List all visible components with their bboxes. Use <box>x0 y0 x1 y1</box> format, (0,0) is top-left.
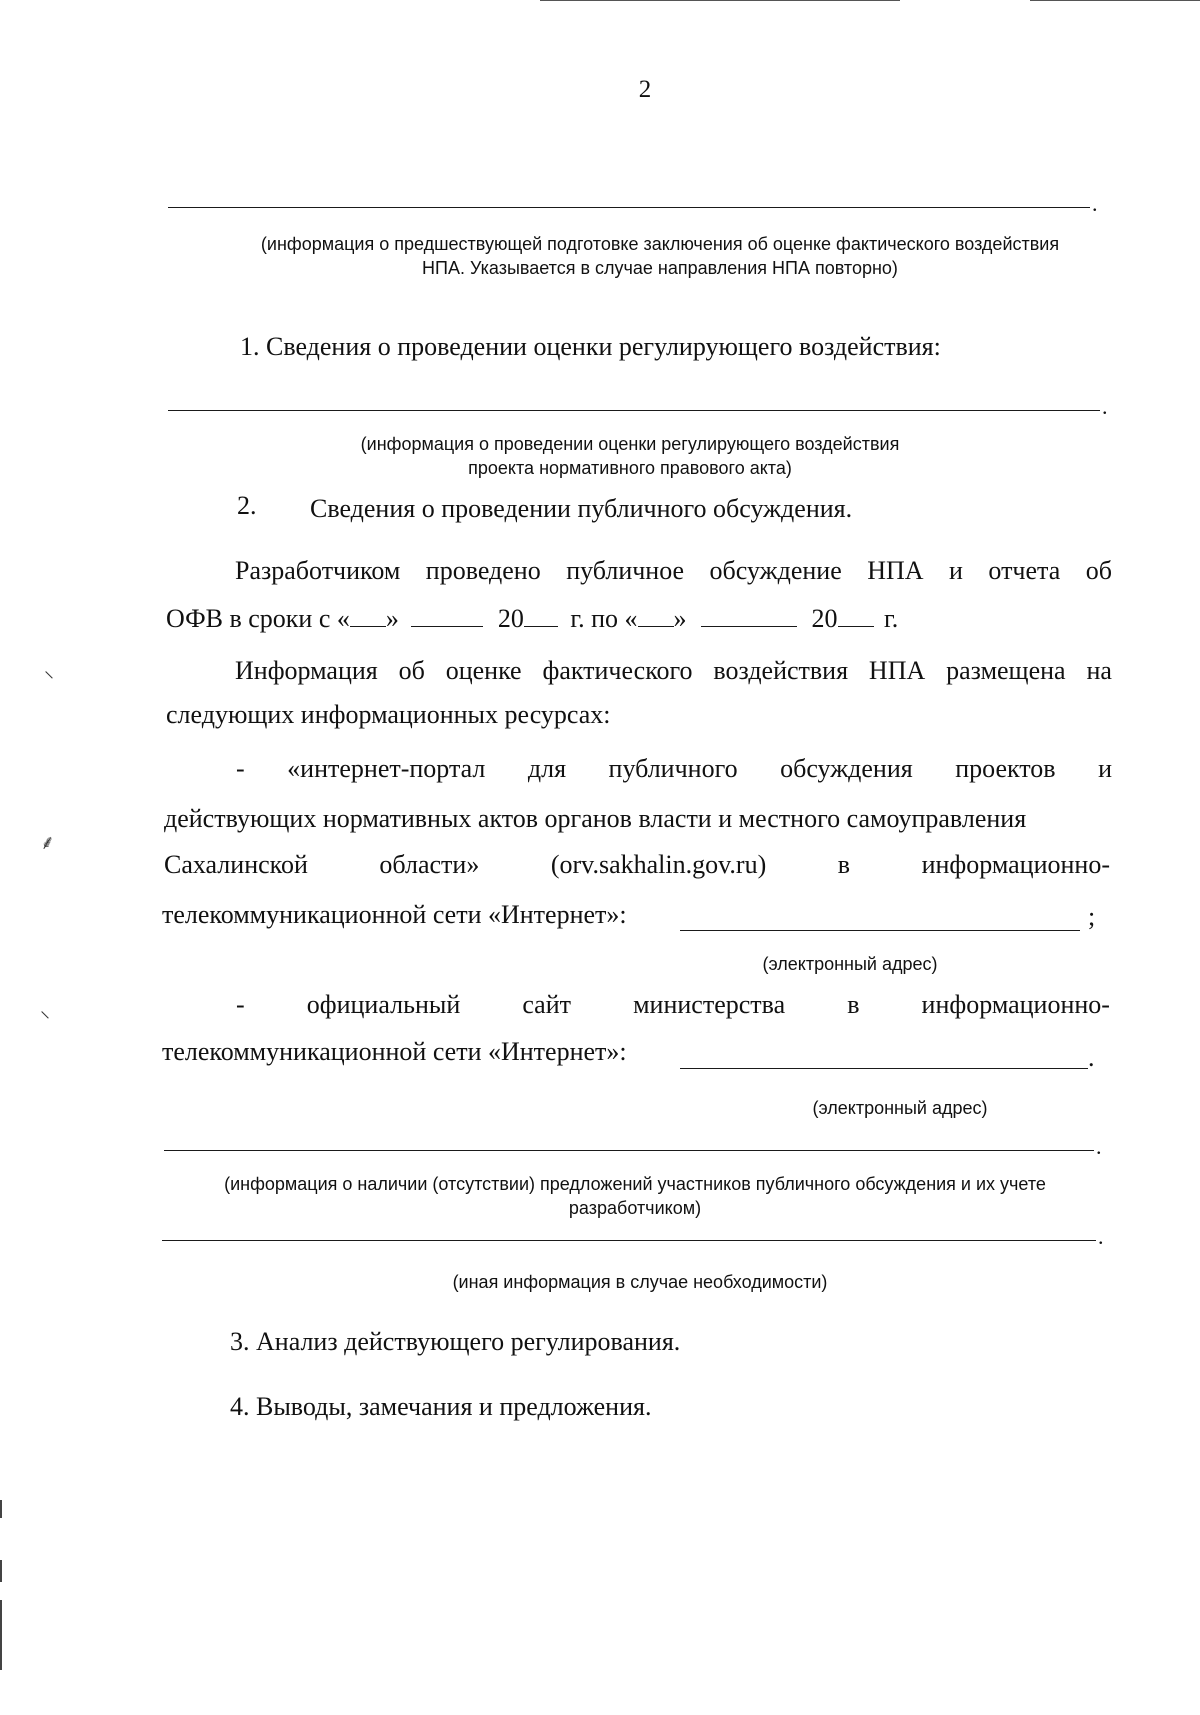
page-number: 2 <box>638 76 652 103</box>
word: фактического <box>542 656 693 685</box>
fill-line <box>168 410 1100 411</box>
paragraph-resources <box>235 656 1112 686</box>
resources-line-2: следующих информационных ресурсах: <box>166 700 611 729</box>
close-quote: » <box>673 604 687 633</box>
caption-line: разработчиком) <box>568 1198 702 1218</box>
word: публичное <box>566 556 685 585</box>
day-blank-2 <box>638 606 674 627</box>
word: обсуждения <box>780 754 913 783</box>
section-4-heading: 4. Выводы, замечания и предложения. <box>230 1392 652 1421</box>
dates-prefix: ОФВ в сроки с « <box>166 604 350 633</box>
scan-mark: ⸜ <box>40 1000 50 1022</box>
caption-line: (информация о наличии (отсутствии) предложений участников публичного обсуждения и их учете <box>224 1174 1046 1194</box>
word: официальный <box>306 990 461 1019</box>
year-blank-1 <box>524 606 558 627</box>
month-blank-2 <box>701 606 797 627</box>
caption-address-portal: (электронный адрес) <box>762 954 938 974</box>
word: Информация <box>235 656 378 685</box>
scan-artifact-top-line <box>540 0 900 1</box>
period-mark: . <box>1098 1224 1104 1249</box>
word: для <box>527 754 567 783</box>
word: информационно- <box>921 990 1110 1019</box>
close-quote: » <box>385 604 399 633</box>
period-mark: . <box>1102 394 1108 419</box>
word: размещена <box>946 656 1066 685</box>
section-3-heading: 3. Анализ действующего регулирования. <box>230 1327 681 1356</box>
caption-other-info: (иная информация в случае необходимости) <box>452 1272 828 1292</box>
word: НПА <box>868 656 926 685</box>
word: в <box>837 850 851 879</box>
caption-proposals <box>150 1172 1120 1220</box>
dates-suffix: г. <box>884 604 899 633</box>
scan-mark: ⸙ <box>40 832 55 854</box>
word: об <box>398 656 425 685</box>
word: Сахалинской <box>164 850 308 879</box>
caption-line: НПА. Указывается в случае направления НПА повторно) <box>422 258 898 278</box>
list-item-portal-line-1 <box>236 754 1112 784</box>
word: сайт <box>522 990 572 1019</box>
word: в <box>847 990 860 1019</box>
caption-address-ministry: (электронный адрес) <box>812 1098 988 1118</box>
semicolon-mark: ; <box>1088 902 1096 931</box>
word: информационно- <box>921 850 1110 879</box>
scan-edge-mark <box>0 1600 2 1670</box>
word: обсуждение <box>709 556 842 585</box>
list-item-portal-line-3 <box>164 850 1110 880</box>
list-item-ministry-line-2: телекоммуникационной сети «Интернет»: <box>162 1037 627 1066</box>
word: об <box>1085 556 1112 585</box>
period-mark: . <box>1096 1134 1102 1159</box>
dates-mid: г. по « <box>570 604 638 633</box>
scan-edge-mark <box>0 1560 2 1582</box>
section-2-number: 2. <box>237 491 257 520</box>
year-prefix: 20 <box>497 604 524 633</box>
fill-line <box>162 1240 1096 1241</box>
list-item-portal-line-4: телекоммуникационной сети «Интернет»: <box>162 900 627 929</box>
word: «интернет-портал <box>287 754 486 783</box>
caption-previous-assessment <box>180 232 1140 280</box>
word: проведено <box>425 556 541 585</box>
period-mark: . <box>1088 1043 1095 1072</box>
caption-line: (информация о предшествующей подготовке заключения об оценке фактического воздействия <box>260 234 1060 254</box>
word: и <box>1098 754 1112 783</box>
day-blank-1 <box>350 606 386 627</box>
word: Разработчиком <box>235 556 401 585</box>
word: и <box>949 556 963 585</box>
word: оценке <box>445 656 522 685</box>
word: на <box>1086 656 1112 685</box>
fill-line <box>164 1150 1094 1151</box>
list-dash: - <box>236 990 245 1019</box>
scan-mark: ⸜ <box>44 660 54 682</box>
word: воздействия <box>713 656 849 685</box>
discussion-dates-line <box>166 602 898 636</box>
caption-line: (информация о проведении оценки регулирующего воздействия <box>360 434 900 454</box>
year-prefix: 20 <box>811 604 838 633</box>
list-item-portal-line-2: действующих нормативных актов органов власти и местного самоуправления <box>164 804 1027 833</box>
section-1-heading: 1. Сведения о проведении оценки регулирующего воздействия: <box>240 332 941 361</box>
list-dash: - <box>236 754 245 783</box>
word: публичного <box>608 754 738 783</box>
scan-artifact-top-line-right <box>1030 0 1200 1</box>
paragraph-discussion <box>235 556 1112 586</box>
caption-line: проекта нормативного правового акта) <box>468 458 792 478</box>
section-2-heading: Сведения о проведении публичного обсуждения. <box>310 494 853 523</box>
caption-ria-info <box>260 432 1000 480</box>
word: области» <box>379 850 480 879</box>
address-fill-line <box>680 1068 1088 1069</box>
year-blank-2 <box>838 606 874 627</box>
period-mark: . <box>1092 191 1098 216</box>
month-blank-1 <box>411 606 483 627</box>
fill-line <box>168 207 1090 208</box>
scan-edge-mark <box>0 1500 2 1518</box>
word: проектов <box>955 754 1056 783</box>
word: НПА <box>867 556 924 585</box>
list-item-ministry-line-1 <box>236 990 1110 1020</box>
word: отчета <box>988 556 1061 585</box>
address-fill-line <box>680 930 1080 931</box>
word: (orv.sakhalin.gov.ru) <box>550 850 767 879</box>
word: министерства <box>633 990 786 1019</box>
